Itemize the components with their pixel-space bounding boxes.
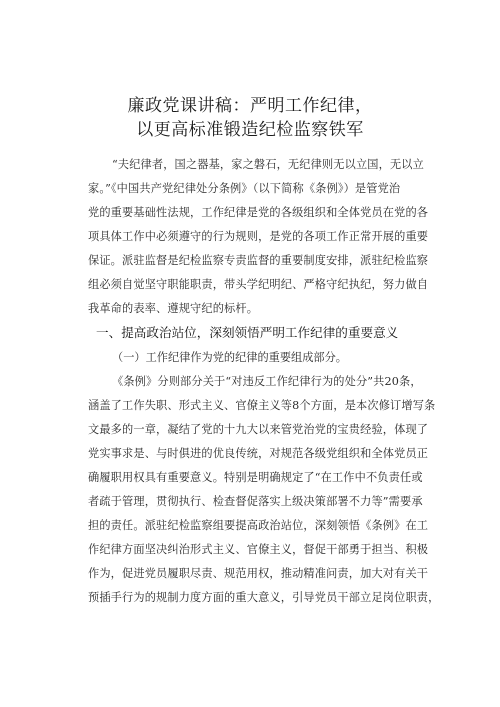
intro-paragraph-line: 党的重要基础性法规，工作纪律是党的各级组织和全体党员在党的各 [88, 206, 429, 219]
intro-paragraph-line: “夫纪律者，国之器基，家之磐石，无纪律则无以立国，无以立 [112, 158, 424, 171]
intro-paragraph-line: 项具体工作中必须遵守的行为规则，是党的各项工作正常开展的重要 [88, 230, 429, 243]
document-title-line-1: 廉政党课讲稿：严明工作纪律， [127, 96, 373, 116]
intro-paragraph-line: 家。”《中国共产党纪律处分条例》（以下简称《条例》）是管党治 [88, 182, 401, 195]
body-paragraph-line: 担的责任。派驻纪检监察组要提高政治站位，深刻领悟《条例》在工 [88, 519, 429, 532]
intro-paragraph-line: 保证。派驻监督是纪检监察专责监督的重要制度安排，派驻纪检监察 [88, 254, 429, 267]
body-paragraph-line: 确履职用权具有重要意义。特别是明确规定了“在工作中不负责任或 [88, 471, 423, 484]
document-title-line-2: 以更高标准锻造纪检监察铁军 [136, 120, 364, 140]
body-paragraph-line: 作纪律方面坚决纠治形式主义、官僚主义，督促干部勇于担当、积极 [88, 543, 429, 556]
body-paragraph-line: 作为，促进党员履职尽责、规范用权，推动精准问责，加大对有关干 [88, 567, 429, 580]
body-paragraph-line: 党实事求是、与时俱进的优良传统，对规范各级党组织和全体党员正 [88, 447, 429, 460]
subsection-heading: （一）工作纪律作为党的纪律的重要组成部分。 [112, 351, 347, 364]
section-heading: 一、提高政治站位，深刻领悟严明工作纪律的重要意义 [96, 325, 399, 340]
body-paragraph-line: 《条例》分则部分关于“对违反工作纪律行为的处分”共20条， [112, 375, 422, 388]
body-paragraph-line: 者疏于管理，贯彻执行、检查督促落实上级决策部署不力等”需要承 [88, 495, 423, 508]
intro-paragraph-line: 我革命的表率、遵规守纪的标杆。 [88, 302, 259, 315]
body-paragraph-line: 预插手行为的规制力度方面的重大意义，引导党员干部立足岗位职责， [88, 591, 440, 604]
intro-paragraph-line: 组必须自觉坚守职能职责，带头学纪明纪、严格守纪执纪，努力做自 [88, 278, 429, 291]
body-paragraph-line: 文最多的一章，凝结了党的十九大以来管党治党的宝贵经验，体现了 [88, 423, 429, 436]
body-paragraph-line: 涵盖了工作失职、形式主义、官僚主义等8个方面，是本次修订增写条 [88, 399, 436, 412]
